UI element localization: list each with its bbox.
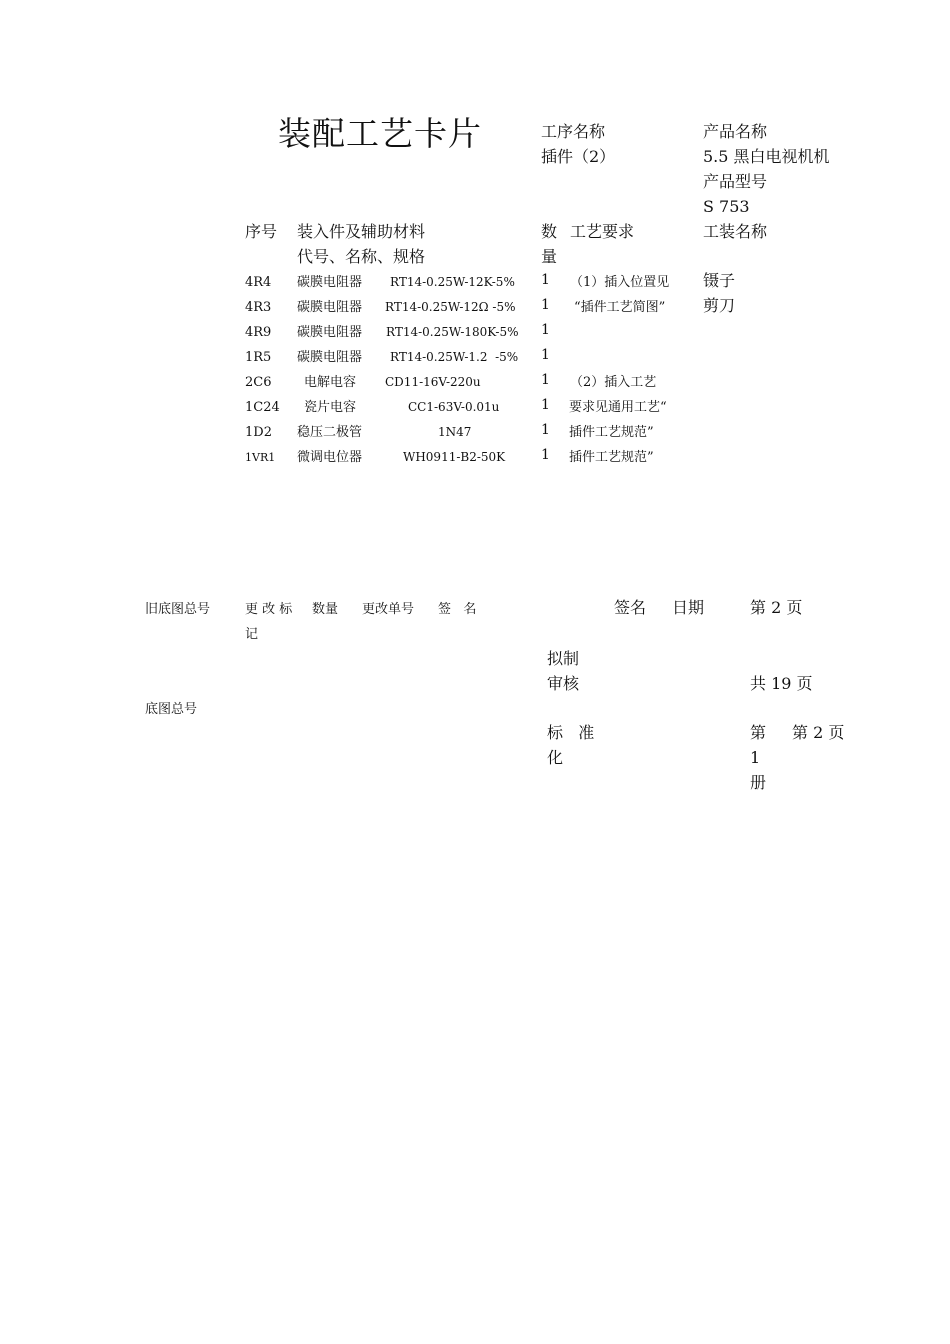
column-qty-line1: 数 [541,222,558,241]
volume-number: 1 [750,748,761,767]
old-base-total-label: 旧底图总号 [145,602,211,617]
change-mark-label-line2: 记 [245,627,259,642]
product-name-value: 5.5 黑白电视机机 [703,147,830,166]
part-spec: RT14-0.25W-1.2 -5% [390,350,519,364]
part-qty: 1 [541,397,550,413]
requirement-line: 插件工艺规范” [569,425,654,440]
table-row [0,395,950,420]
part-spec: RT14-0.25W-12Ω -5% [385,300,516,314]
part-spec: CC1-63V-0.01u [408,400,500,414]
table-row [0,320,950,345]
total-pages: 共 19 页 [750,674,813,693]
part-name: 碳膜电阻器 [297,350,363,365]
table-row [0,445,950,470]
part-qty: 1 [541,297,550,313]
standardization-label-line2: 化 [547,748,564,767]
volume-label: 第 [750,723,767,742]
product-model-value: S 753 [703,197,750,216]
tool-item: 剪刀 [703,296,736,315]
part-spec: WH0911-B2-50K [403,450,506,464]
part-name: 碳膜电阻器 [297,275,363,290]
requirement-line: “插件工艺简图” [574,300,666,315]
drafted-label: 拟制 [547,649,580,668]
page-number: 第 2 页 [750,598,803,617]
product-model-label: 产品型号 [703,172,768,191]
part-code: 4R9 [245,325,272,340]
column-tooling: 工装名称 [703,222,768,241]
standardization-label: 标 准 [547,723,595,742]
signature-label: 签名 [614,598,647,617]
base-total-label: 底图总号 [145,702,198,717]
table-row [0,420,950,445]
part-name: 电解电容 [304,375,357,390]
part-name: 碳膜电阻器 [297,325,363,340]
reviewed-label: 审核 [547,674,580,693]
part-code: 2C6 [245,375,272,390]
product-name-label: 产品名称 [703,122,768,141]
requirement-line: （1）插入位置见 [570,275,670,290]
part-code: 1R5 [245,350,272,365]
part-spec: RT14-0.25W-12K-5% [390,275,515,289]
table-row [0,370,950,395]
part-code: 4R3 [245,300,272,315]
part-name: 瓷片电容 [304,400,357,415]
requirement-line: 要求见通用工艺“ [569,400,667,415]
page-title: 装配工艺卡片 [278,114,482,153]
tool-item: 镊子 [703,271,736,290]
part-qty: 1 [541,322,550,338]
process-name-value: 插件（2） [541,147,616,166]
column-parts-line1: 装入件及辅助材料 [297,222,426,241]
part-spec: 1N47 [438,425,472,439]
part-qty: 1 [541,372,550,388]
part-spec: RT14-0.25W-180K-5% [386,325,519,339]
change-order-label: 更改单号 [362,602,415,617]
table-row [0,295,950,320]
process-name-label: 工序名称 [541,122,606,141]
table-row [0,270,950,295]
part-code: 1VR1 [245,451,276,464]
part-code: 1C24 [245,400,280,415]
part-qty: 1 [541,272,550,288]
column-requirements: 工艺要求 [570,222,635,241]
part-spec: CD11-16V-220u [385,375,481,389]
column-parts-line2: 代号、名称、规格 [297,247,426,266]
column-seq: 序号 [245,222,278,241]
signature-label-spaced: 签 名 [438,602,477,617]
part-name: 稳压二极管 [297,425,363,440]
part-qty: 1 [541,447,550,463]
column-qty-line2: 量 [541,247,558,266]
change-mark-label: 更 改 标 [245,602,293,617]
part-code: 4R4 [245,275,272,290]
quantity-label: 数量 [312,602,339,617]
requirement-line: （2）插入工艺 [570,375,657,390]
volume-suffix: 册 [750,773,767,792]
date-label: 日期 [672,598,705,617]
volume-page: 第 2 页 [792,723,845,742]
part-code: 1D2 [245,425,272,440]
part-name: 微调电位器 [297,450,363,465]
part-qty: 1 [541,422,550,438]
part-qty: 1 [541,347,550,363]
requirement-line: 插件工艺规范” [569,450,654,465]
part-name: 碳膜电阻器 [297,300,363,315]
table-row [0,345,950,370]
